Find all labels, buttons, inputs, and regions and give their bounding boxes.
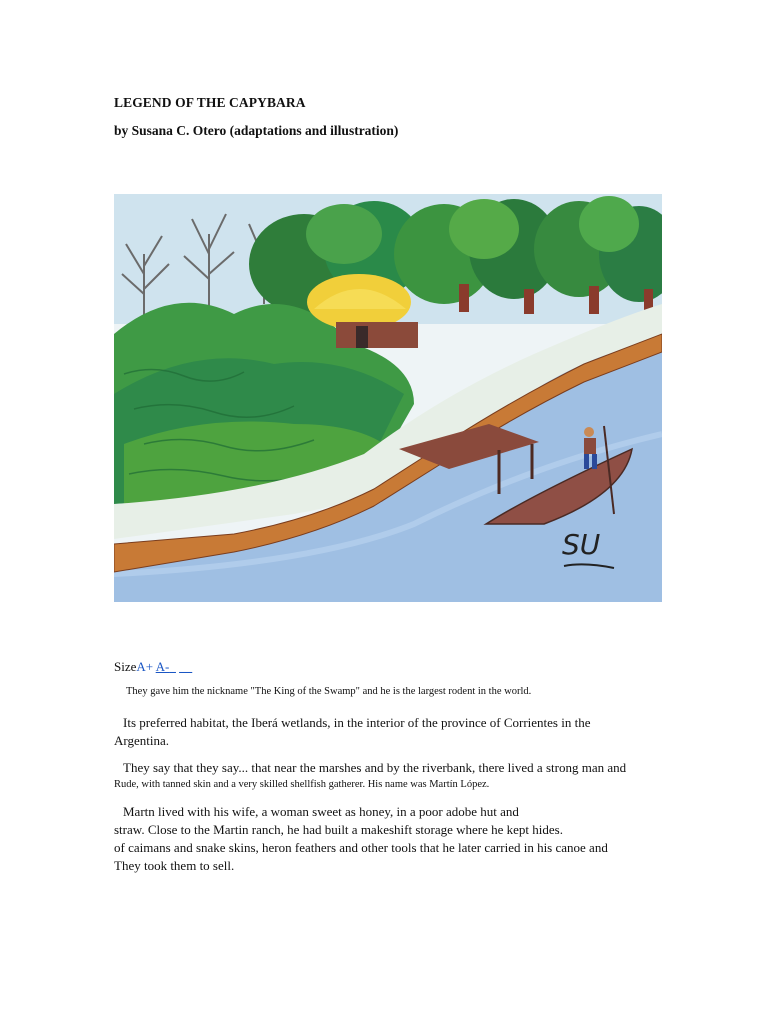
habitat-line-1: Its preferred habitat, the Iberá wetlands, in the interior of the province of Corrientes in the xyxy=(123,715,591,730)
river-hut-illustration xyxy=(114,194,662,602)
size-label: Size xyxy=(114,659,137,674)
paragraph-martin-intro xyxy=(114,759,654,793)
document-title: LEGEND OF THE CAPYBARA xyxy=(114,95,306,110)
size-link-extra-2[interactable]: __ xyxy=(179,659,193,674)
increase-size-link[interactable]: A+ xyxy=(136,659,154,674)
martin-intro-line-2: Rude, with tanned skin and a very skilled shellfish gatherer. His name was Martín López. xyxy=(114,779,490,790)
martin-intro-line-1: They say that they say... that near the marshes and by the riverbank, there lived a strong man and xyxy=(123,760,627,775)
author-byline: by Susana C. Otero (adaptations and illustration) xyxy=(114,123,399,138)
paragraph-martin-wife xyxy=(114,803,654,875)
martin-wife-line-4: They took them to sell. xyxy=(114,858,235,873)
size-link-extra[interactable]: _ xyxy=(169,659,176,674)
decrease-size-link[interactable]: A- xyxy=(155,659,170,674)
paragraph-habitat xyxy=(114,714,654,750)
martin-wife-line-2: straw. Close to the Martin ranch, he had built a makeshift storage where he kept hides. xyxy=(114,822,563,837)
text-size-control xyxy=(114,659,192,675)
habitat-line-2: Argentina. xyxy=(114,733,169,748)
martin-wife-line-1: Martn lived with his wife, a woman sweet as honey, in a poor adobe hut and xyxy=(123,804,519,819)
svg-text:SU: SU xyxy=(562,528,601,561)
paragraph-nickname: They gave him the nickname "The King of the Swamp" and he is the largest rodent in the world. xyxy=(126,686,532,697)
martin-wife-line-3: of caimans and snake skins, heron feathers and other tools that he later carried in his canoe and xyxy=(114,840,608,855)
